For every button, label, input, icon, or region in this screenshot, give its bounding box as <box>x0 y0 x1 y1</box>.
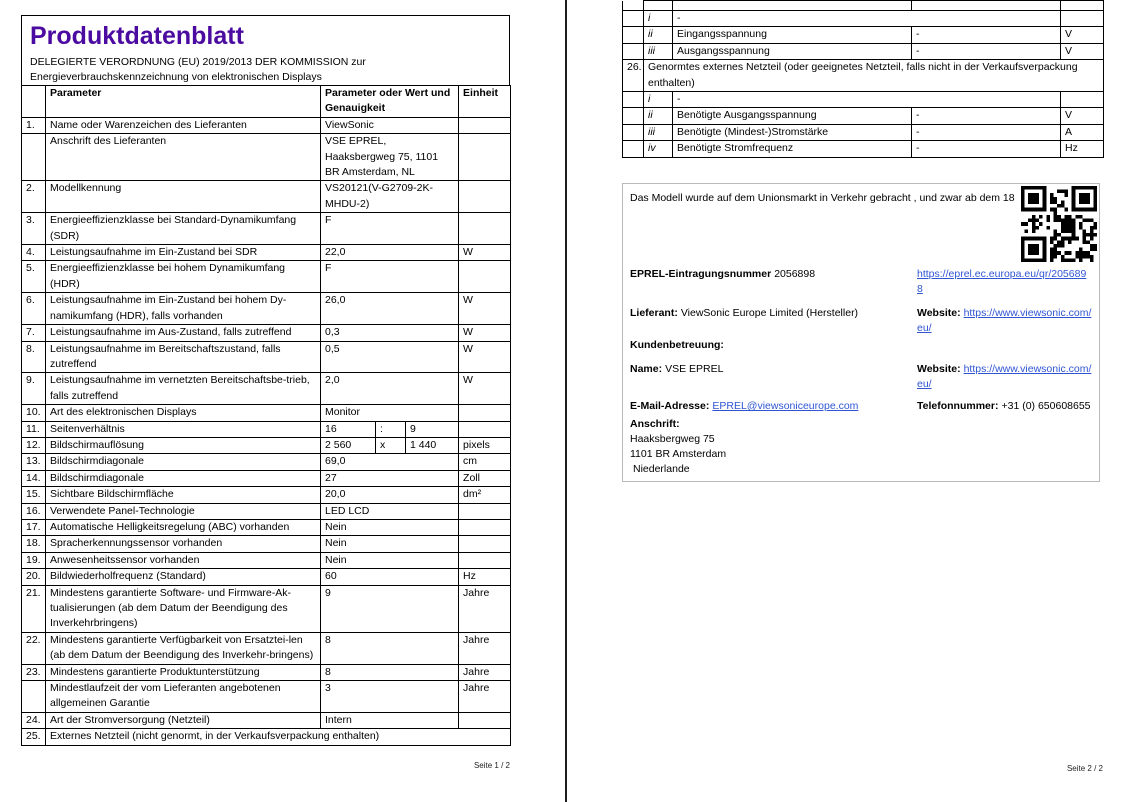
cell-unit: Hz <box>459 569 511 585</box>
document-frame <box>21 15 510 746</box>
cell-num: 14. <box>22 470 46 486</box>
cell-unit <box>459 421 511 437</box>
phone-label: Telefonnummer: <box>917 400 999 412</box>
cell-unit: V <box>1061 108 1104 124</box>
cell-value: 20,0 <box>321 487 459 503</box>
cell-unit <box>1061 92 1104 108</box>
cell-parameter: Benötigte Ausgangsspannung <box>673 108 912 124</box>
website-label: Website: <box>917 307 961 319</box>
parameter-table <box>21 85 511 746</box>
cell-roman: ii <box>644 27 673 43</box>
kundenbetreuung-spacer <box>917 338 1092 353</box>
cell-value: VS20121(V-G2709-2K-MHDU-2) <box>321 181 459 213</box>
page1-table-body <box>22 117 511 745</box>
subtitle-line-1: DELEGIERTE VERORDNUNG (EU) 2019/2013 DER KOMMISSION zur <box>30 56 366 68</box>
cell-value: Nein <box>321 552 459 568</box>
lieferant-value: ViewSonic Europe Limited (Hersteller) <box>680 307 859 319</box>
cell-unit: Hz <box>1061 141 1104 157</box>
cell-value: - <box>912 27 1061 43</box>
cell-unit <box>459 134 511 181</box>
lieferant-label: Lieferant: <box>630 307 678 319</box>
cell-num: 3. <box>22 213 46 245</box>
page2-footer: Seite 2 / 2 <box>1066 764 1103 773</box>
eprel-label: EPREL-Eintragungsnummer <box>630 268 772 280</box>
cell-unit: A <box>1061 124 1104 140</box>
cell-value: Intern <box>321 712 459 728</box>
cell-unit <box>459 213 511 245</box>
cell-value: VSE EPREL, Haaksbergweg 75, 1101 BR Amsterdam, NL <box>321 134 459 181</box>
cell-parameter: Modellkennung <box>46 181 321 213</box>
address-line: Niederlande <box>633 463 690 475</box>
document-subtitle <box>30 55 501 85</box>
table-row <box>22 536 511 552</box>
anschrift-label: Anschrift: <box>630 418 680 430</box>
cell-unit: cm <box>459 454 511 470</box>
table-row <box>22 503 511 519</box>
cell-parameter: Verwendete Panel-Technologie <box>46 503 321 519</box>
cell-parameter: Name oder Warenzeichen des Lieferanten <box>46 117 321 133</box>
table-row <box>22 519 511 535</box>
cell-value-part: 1 440 <box>406 437 459 453</box>
email-field <box>630 399 917 414</box>
table-row <box>22 454 511 470</box>
cell-value: - <box>912 124 1061 140</box>
cell-parameter: Leistungsaufnahme im vernetzten Bereitschaftsbe-trieb, falls zutreffend <box>46 373 321 405</box>
cell-stub <box>1061 1 1104 11</box>
table-row <box>623 124 1104 140</box>
cell-value: - <box>912 141 1061 157</box>
address-line: 1101 BR Amsterdam <box>630 448 727 460</box>
qr-code-icon <box>1021 186 1097 262</box>
cell-value: 8 <box>321 664 459 680</box>
cell-unit: W <box>459 245 511 261</box>
eprel-field <box>630 267 917 297</box>
cell-parameter: - <box>673 11 1061 27</box>
cell-value: 9 <box>321 585 459 632</box>
cell-parameter: Sichtbare Bildschirmfläche <box>46 487 321 503</box>
cell-unit: dm² <box>459 487 511 503</box>
header-parameter: Parameter <box>46 86 321 118</box>
cell-value-part: 16 <box>321 421 376 437</box>
email-label: E-Mail-Adresse: <box>630 400 710 412</box>
cell-num <box>22 134 46 181</box>
cell-value: Monitor <box>321 405 459 421</box>
cell-num <box>22 681 46 713</box>
table-row <box>22 552 511 568</box>
email-link[interactable]: EPREL@viewsoniceurope.com <box>712 400 859 412</box>
table-row <box>22 681 511 713</box>
cell-value-part: : <box>376 421 406 437</box>
table-row <box>623 43 1104 59</box>
anschrift-field <box>630 417 917 477</box>
cell-num: 21. <box>22 585 46 632</box>
cell-num: 8. <box>22 341 46 373</box>
website-cell <box>917 306 1092 336</box>
cell-parameter: Genormtes externes Netzteil (oder geeignetes Netzteil, falls nicht in der Verkaufsverpackung enthalten) <box>644 60 1104 92</box>
email-row <box>630 399 1092 414</box>
website2-cell <box>917 362 1092 392</box>
cell-num: 9. <box>22 373 46 405</box>
cell-value: 3 <box>321 681 459 713</box>
table-row <box>22 245 511 261</box>
table-row <box>22 261 511 293</box>
table-row <box>22 664 511 680</box>
cell-parameter: Energieeffizienzklasse bei Standard-Dynamikumfang (SDR) <box>46 213 321 245</box>
cell-parameter: Leistungsaufnahme im Aus-Zustand, falls zutreffend <box>46 325 321 341</box>
cell-num: 10. <box>22 405 46 421</box>
cell-roman: ii <box>644 108 673 124</box>
cell-num: 6. <box>22 293 46 325</box>
cell-value: Nein <box>321 536 459 552</box>
cell-value: F <box>321 261 459 293</box>
cell-num: 5. <box>22 261 46 293</box>
cell-value: 22,0 <box>321 245 459 261</box>
cell-num: 12. <box>22 437 46 453</box>
cell-unit: V <box>1061 27 1104 43</box>
cell-unit: W <box>459 341 511 373</box>
table-row <box>623 27 1104 43</box>
cell-unit <box>459 261 511 293</box>
table-row <box>22 117 511 133</box>
cell-num: 13. <box>22 454 46 470</box>
cell-value: 0,3 <box>321 325 459 341</box>
cell-num: 18. <box>22 536 46 552</box>
market-note: Das Modell wurde auf dem Unionsmarkt in Verkehr gebracht , und zwar ab dem 18 <box>630 192 1015 204</box>
cell-num <box>623 108 644 124</box>
cell-value: 26,0 <box>321 293 459 325</box>
kundenbetreuung-label: Kundenbetreuung: <box>630 339 724 351</box>
cell-parameter: Ausgangsspannung <box>673 43 912 59</box>
cell-parameter: Leistungsaufnahme im Ein-Zustand bei hohem Dy-namikumfang (HDR), falls vorhanden <box>46 293 321 325</box>
cell-roman: iii <box>644 43 673 59</box>
page-divider <box>565 0 567 802</box>
address-line: Haaksbergweg 75 <box>630 433 715 445</box>
table-row <box>22 325 511 341</box>
kundenbetreuung-field <box>630 338 917 353</box>
cell-unit: Jahre <box>459 664 511 680</box>
cell-num: 17. <box>22 519 46 535</box>
cell-num <box>623 92 644 108</box>
cell-value: 27 <box>321 470 459 486</box>
table-header-row <box>22 86 511 118</box>
table-row <box>22 421 511 437</box>
cell-num <box>623 43 644 59</box>
cell-unit <box>1061 11 1104 27</box>
cell-num: 16. <box>22 503 46 519</box>
cell-value-part: x <box>376 437 406 453</box>
table-row <box>623 1 1104 11</box>
name-label: Name: <box>630 363 663 375</box>
table-row <box>22 585 511 632</box>
cell-parameter: Bildschirmdiagonale <box>46 470 321 486</box>
cell-unit: pixels <box>459 437 511 453</box>
cell-stub <box>623 1 644 11</box>
continuation-table <box>622 0 1104 158</box>
cell-num: 2. <box>22 181 46 213</box>
table-row <box>623 141 1104 157</box>
cell-unit <box>459 503 511 519</box>
cell-parameter: Benötigte (Mindest-)Stromstärke <box>673 124 912 140</box>
cell-value: Nein <box>321 519 459 535</box>
cell-num <box>623 27 644 43</box>
cell-parameter: Anwesenheitssensor vorhanden <box>46 552 321 568</box>
table-row <box>22 341 511 373</box>
cell-unit <box>459 552 511 568</box>
cell-value-part: 2 560 <box>321 437 376 453</box>
cell-num: 22. <box>22 632 46 664</box>
cell-roman: iv <box>644 141 673 157</box>
cell-num: 1. <box>22 117 46 133</box>
table-row <box>22 293 511 325</box>
cell-num: 26. <box>623 60 644 92</box>
table-row <box>22 134 511 181</box>
cell-roman: i <box>644 92 673 108</box>
cell-parameter: Mindestens garantierte Verfügbarkeit von Ersatztei-len (ab dem Datum der Beendigung des Inverkehr-bringens) <box>46 632 321 664</box>
lieferant-row <box>630 306 1092 336</box>
cell-stub <box>644 1 673 11</box>
cell-stub <box>912 1 1061 11</box>
page2-table-body <box>623 1 1104 158</box>
anschrift-row <box>630 417 1092 477</box>
cell-parameter: - <box>673 92 1061 108</box>
table-row <box>623 92 1104 108</box>
eprel-link[interactable]: https://eprel.ec.europa.eu/qr/2056898 <box>917 268 1087 295</box>
header-unit: Einheit <box>459 86 511 118</box>
eprel-link-cell <box>917 267 1092 297</box>
cell-unit: W <box>459 293 511 325</box>
cell-roman: iii <box>644 124 673 140</box>
website2-label: Website: <box>917 363 961 375</box>
cell-num <box>623 141 644 157</box>
cell-unit <box>459 405 511 421</box>
cell-parameter: Leistungsaufnahme im Bereitschaftszustand, falls zutreffend <box>46 341 321 373</box>
cell-value: - <box>912 108 1061 124</box>
cell-value: LED LCD <box>321 503 459 519</box>
cell-value: - <box>912 43 1061 59</box>
cell-unit: W <box>459 373 511 405</box>
cell-num: 23. <box>22 664 46 680</box>
cell-parameter: Leistungsaufnahme im Ein-Zustand bei SDR <box>46 245 321 261</box>
cell-parameter: Bildwiederholfrequenz (Standard) <box>46 569 321 585</box>
phone-cell <box>917 399 1092 414</box>
cell-parameter: Spracherkennungssensor vorhanden <box>46 536 321 552</box>
table-row <box>22 437 511 453</box>
name-field <box>630 362 917 392</box>
phone-value: +31 (0) 650608655 <box>1001 400 1091 412</box>
table-row <box>22 487 511 503</box>
table-row <box>623 60 1104 92</box>
title-block <box>21 15 510 85</box>
cell-value: 8 <box>321 632 459 664</box>
cell-value: 60 <box>321 569 459 585</box>
kundenbetreuung-row <box>630 338 1092 353</box>
header-value: Parameter oder Wert und Genauigkeit <box>321 86 459 118</box>
cell-num <box>623 124 644 140</box>
table-row <box>22 712 511 728</box>
website-link[interactable]: https://www.viewsonic.com/eu/ <box>917 307 1092 334</box>
cell-num: 19. <box>22 552 46 568</box>
cell-parameter: Benötigte Stromfrequenz <box>673 141 912 157</box>
cell-value: 69,0 <box>321 454 459 470</box>
table-row <box>22 373 511 405</box>
cell-parameter: Externes Netzteil (nicht genormt, in der Verkaufsverpackung enthalten) <box>46 729 511 745</box>
cell-parameter: Eingangsspannung <box>673 27 912 43</box>
cell-num <box>623 11 644 27</box>
cell-num: 20. <box>22 569 46 585</box>
cell-parameter: Art des elektronischen Displays <box>46 405 321 421</box>
cell-parameter: Seitenverhältnis <box>46 421 321 437</box>
cell-parameter: Bildschirmdiagonale <box>46 454 321 470</box>
table-row <box>623 108 1104 124</box>
cell-unit <box>459 712 511 728</box>
cell-value: 0,5 <box>321 341 459 373</box>
cell-unit: W <box>459 325 511 341</box>
lieferant-field <box>630 306 917 336</box>
page1-footer: Seite 1 / 2 <box>473 761 510 770</box>
cell-unit <box>459 117 511 133</box>
cell-unit: V <box>1061 43 1104 59</box>
cell-stub <box>673 1 912 11</box>
info-box <box>622 183 1100 482</box>
table-row <box>22 213 511 245</box>
cell-parameter: Energieeffizienzklasse bei hohem Dynamikumfang (HDR) <box>46 261 321 293</box>
website2-link[interactable]: https://www.viewsonic.com/eu/ <box>917 363 1092 390</box>
cell-unit: Jahre <box>459 632 511 664</box>
cell-parameter: Bildschirmauflösung <box>46 437 321 453</box>
address-lines <box>630 432 907 477</box>
cell-unit: Zoll <box>459 470 511 486</box>
cell-parameter: Mindestens garantierte Software- und Firmware-Ak-tualisierungen (ab dem Datum der Beendigung des Inverkehrbringens) <box>46 585 321 632</box>
cell-num: 11. <box>22 421 46 437</box>
table-row <box>22 405 511 421</box>
cell-num: 24. <box>22 712 46 728</box>
cell-value: 2,0 <box>321 373 459 405</box>
cell-unit <box>459 519 511 535</box>
table-row <box>22 729 511 745</box>
table-row <box>22 632 511 664</box>
cell-parameter: Mindestens garantierte Produktunterstützung <box>46 664 321 680</box>
cell-parameter: Mindestlaufzeit der vom Lieferanten angebotenen allgemeinen Garantie <box>46 681 321 713</box>
eprel-row <box>630 267 1092 297</box>
cell-unit <box>459 536 511 552</box>
cell-unit <box>459 181 511 213</box>
cell-unit: Jahre <box>459 585 511 632</box>
cell-value: F <box>321 213 459 245</box>
header-num-cell <box>22 86 46 118</box>
cell-value-part: 9 <box>406 421 459 437</box>
cell-unit: Jahre <box>459 681 511 713</box>
cell-value: ViewSonic <box>321 117 459 133</box>
cell-num: 15. <box>22 487 46 503</box>
name-value: VSE EPREL <box>665 363 724 375</box>
cell-num: 25. <box>22 729 46 745</box>
cell-roman: i <box>644 11 673 27</box>
table-row <box>22 470 511 486</box>
name-row <box>630 362 1092 392</box>
table-row <box>623 11 1104 27</box>
cell-num: 4. <box>22 245 46 261</box>
cell-num: 7. <box>22 325 46 341</box>
cell-parameter: Art der Stromversorgung (Netzteil) <box>46 712 321 728</box>
page-title: Produktdatenblatt <box>30 22 244 50</box>
eprel-number: 2056898 <box>774 268 816 280</box>
table-row <box>22 569 511 585</box>
table-row <box>22 181 511 213</box>
subtitle-line-2: Energieverbrauchskennzeichnung von elektronischen Displays <box>30 71 322 83</box>
cell-parameter: Automatische Helligkeitsregelung (ABC) vorhanden <box>46 519 321 535</box>
cell-parameter: Anschrift des Lieferanten <box>46 134 321 181</box>
